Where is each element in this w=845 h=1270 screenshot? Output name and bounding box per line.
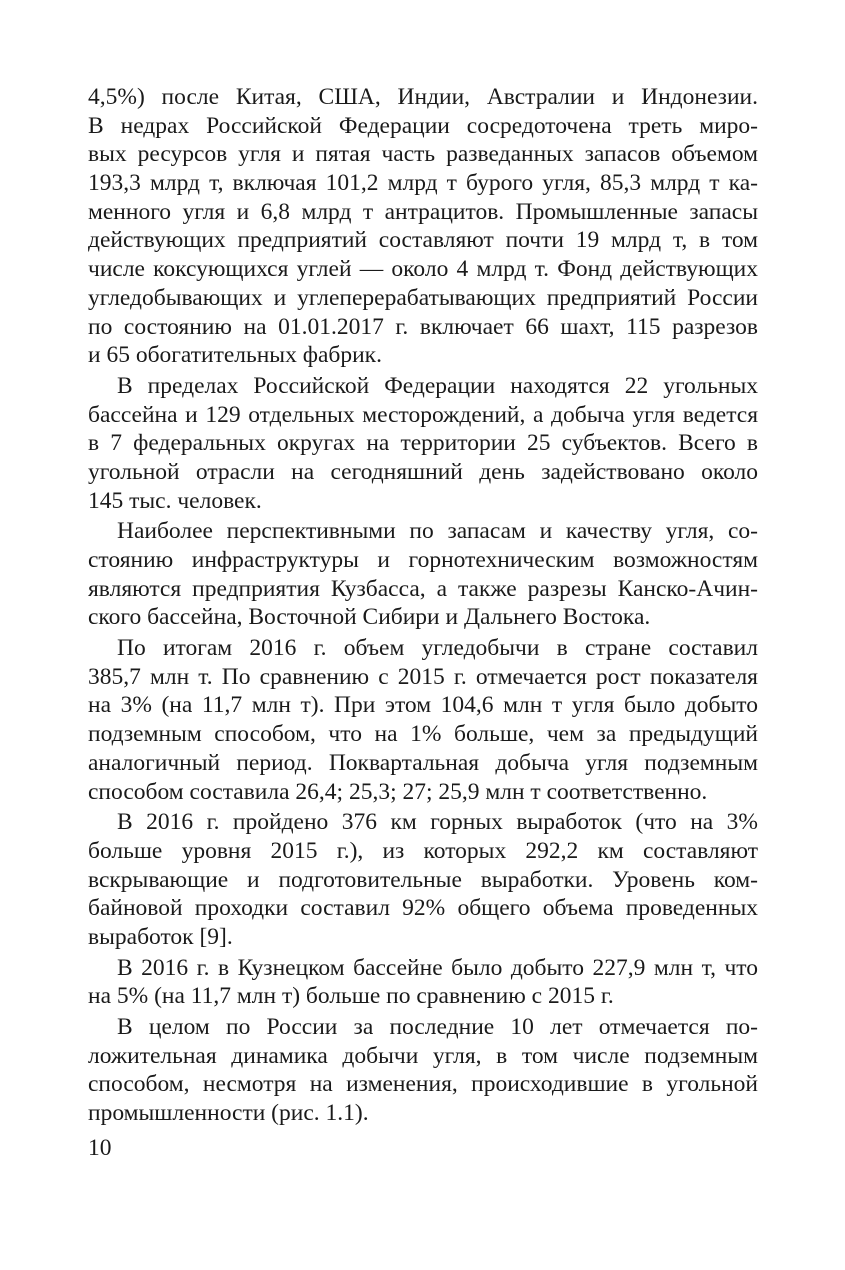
paragraph-5 [88,808,758,951]
paragraph-4 [88,634,758,806]
text-line: больше уровня 2015 г.), из которых 292,2 км составляют [88,837,758,864]
text-line: бассейна и 129 отдельных месторождений, а добыча угля ведется [88,401,758,428]
paragraph-7 [88,1013,758,1128]
text-line: и 65 обогатительных фабрик. [88,342,382,369]
text-line: на 5% (на 11,7 млн т) больше по сравнению с 2015 г. [88,983,614,1010]
paragraph-6 [88,954,758,1011]
text-line: действующих предприятий составляют почти 19 млрд т, в том [88,227,758,254]
text-line: способом, несмотря на изменения, происходившие в угольной [88,1071,758,1098]
text-line: 385,7 млн т. По сравнению с 2015 г. отмечается рост показателя [88,663,758,690]
text-line: По итогам 2016 г. объем угледобычи в стране составил [117,635,758,662]
text-line: числе коксующихся углей — около 4 млрд т. Фонд действующих [88,256,758,283]
paragraph-1 [88,83,758,370]
paragraph-2 [88,372,758,515]
text-line: В целом по России за последние 10 лет отмечается по- [117,1014,758,1040]
text-line: угольной отрасли на сегодняшний день задействовано около [88,458,758,485]
page-number: 10 [88,1135,112,1161]
text-body [88,83,758,1128]
text-line: менного угля и 6,8 млрд т антрацитов. Промышленные запасы [88,198,758,225]
text-line: 193,3 млрд т, включая 101,2 млрд т бурого угля, 85,3 млрд т ка- [88,170,758,197]
text-line: вскрывающие и подготовительные выработки. Уровень ком- [88,866,758,893]
text-line: угледобывающих и углеперерабатывающих предприятий России [88,284,758,311]
text-line: промышленности (рис. 1.1). [88,1100,369,1127]
text-line: по состоянию на 01.01.2017 г. включает 66 шахт, 115 разрезов [88,313,758,340]
text-line: стоянию инфраструктуры и горнотехническим возможностям [88,547,758,573]
text-line: 145 тыс. человек. [88,487,262,514]
text-line: В 2016 г. в Кузнецком бассейне было добыто 227,9 млн т, что [117,954,758,981]
text-line: В 2016 г. пройдено 376 км горных выработок (что на 3% [117,809,758,836]
text-line: ского бассейна, Восточной Сибири и Дальнего Востока. [88,604,651,631]
text-line: В недрах Российской Федерации сосредоточена треть миро- [88,112,758,139]
text-line: выработок [9]. [88,923,233,950]
text-line: аналогичный период. Поквартальная добыча угля подземным [88,749,758,776]
text-line: вых ресурсов угля и пятая часть разведанных запасов объемом [88,141,758,168]
text-line: байновой проходки составил 92% общего объема проведенных [88,895,758,922]
text-line: В пределах Российской Федерации находятся 22 угольных [117,372,758,399]
text-line: являются предприятия Кузбасса, а также разрезы Канско-Ачин- [88,575,758,602]
paragraph-3 [88,517,758,632]
text-line: ложительная динамика добычи угля, в том числе подземным [88,1042,758,1069]
text-line: в 7 федеральных округах на территории 25 субъектов. Всего в [88,430,758,457]
text-line: способом составила 26,4; 25,3; 27; 25,9 млн т соответственно. [88,778,708,805]
text-line: 4,5%) после Китая, США, Индии, Австралии и Индонезии. [88,84,758,110]
text-line: на 3% (на 11,7 млн т). При этом 104,6 млн т угля было добыто [88,692,758,719]
text-line: подземным способом, что на 1% больше, чем за предыдущий [88,721,758,748]
text-line: Наиболее перспективными по запасам и качеству угля, со- [117,518,758,545]
